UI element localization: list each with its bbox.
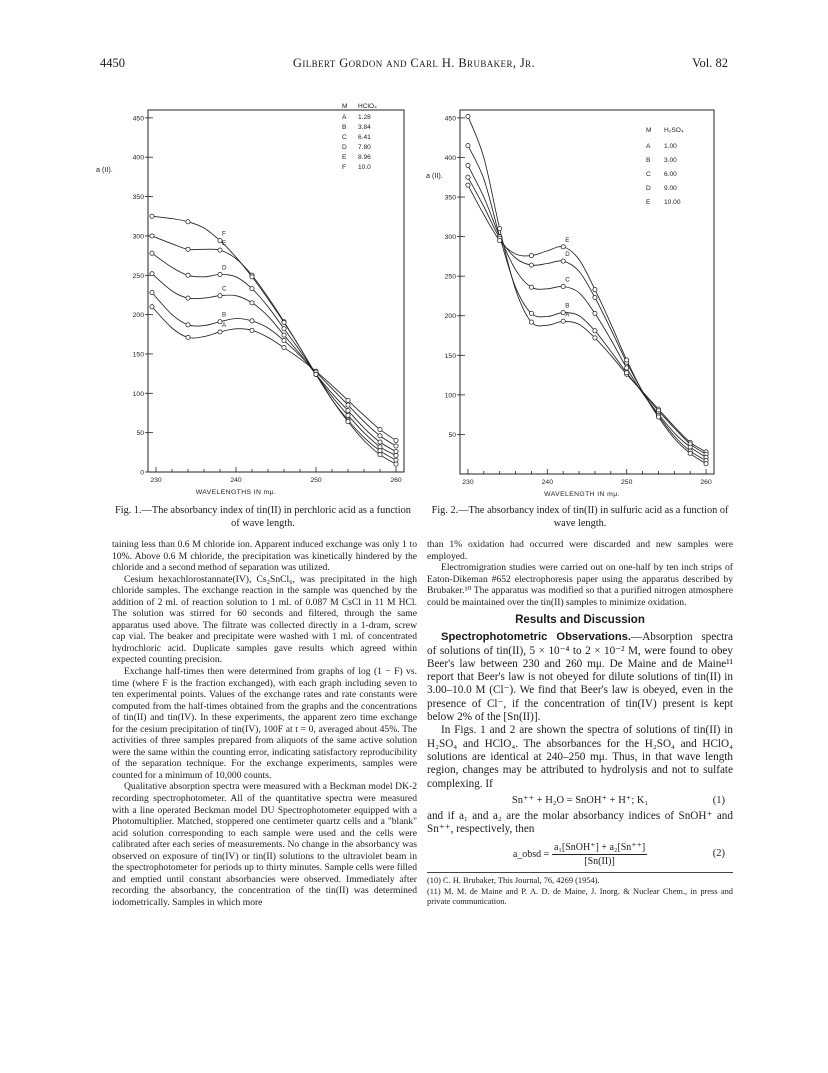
- data-point-A: [529, 320, 533, 324]
- data-point-E: [529, 254, 533, 258]
- data-point-F: [186, 220, 190, 224]
- data-point-E: [688, 451, 692, 455]
- series-label-D: D: [565, 251, 570, 259]
- series-line-C: [468, 165, 706, 457]
- fig2-xlabel: WAVELENGTH IN mμ.: [544, 491, 620, 498]
- fig2-legend-label: A: [646, 143, 651, 150]
- y-tick-label: 100: [132, 390, 144, 398]
- equation-2-fraction: [552, 841, 647, 869]
- fig1-legend-header-acid: HClO₄: [358, 103, 377, 110]
- data-point-D: [282, 327, 286, 331]
- fig2-legend-value: 10.00: [664, 199, 681, 206]
- y-tick-label: 250: [444, 273, 456, 281]
- fig2-legend-value: 9.00: [664, 185, 677, 192]
- paragraph-text: —Absorption spectra of solutions of tin(II), 5 × 10⁻⁴ to 2 × 10⁻² M, were found to obey Beer's law between 230 and 260 mμ. De Maine and de Maine¹¹ report that Beer's law is not obeyed for dilute solutions of tin(II) in 3.00–10.0 M (Cl⁻). We find that Beer's law is obeyed, even in the presence of Cl⁻, if the concentration of tin(IV) present is kept below 2% of the [Sn(II)].: [427, 631, 733, 724]
- y-tick-label: 200: [444, 313, 456, 321]
- y-tick-label: 200: [132, 312, 144, 320]
- data-point-A: [394, 438, 398, 442]
- x-tick-label: 260: [700, 479, 712, 486]
- y-tick-label: 150: [444, 352, 456, 360]
- equation-1: [427, 794, 733, 807]
- fig1-legend-value: 1.28: [358, 114, 371, 121]
- footnotes: [427, 872, 733, 908]
- paragraph: Qualitative absorption spectra were measured with a Beckman model DK-2 recording spectrophotometer. All of the quantitative spectra were measured with a line operated Beckman model DU Spectrophotometer equipped with a Photomultiplier. Matched, stoppered one centimeter quartz cells and a "blank" acid solution corresponding to each sample were used and the cells were calibrated after each series of measurements. No change in the absorbancy was observed on exposure of tin(IV) or tin(II) solutions to the ultraviolet beam in the spectrophotometer for periods up to thirty minutes. Sample cells were filled and emptied until constant absorbancies were observed. Immediately after recording the absorbancy, the concentration of the tin(II) was determined iodometrically. Samples in which more: [112, 781, 417, 908]
- paragraph: taining less than 0.6 M chloride ion. Apparent induced exchange was only 1 to 10%. Above 0.6 M chloride, the precipitation was kinetically hindered by the chloride and a second method of separation was utilized.: [112, 539, 417, 574]
- paragraph: In Figs. 1 and 2 are shown the spectra of solutions of tin(II) in H₂SO₄ and HClO₄. The absorbances for the H₂SO₄ and HClO₄ solutions are identical at 240–250 mμ. Thus, in that wave length region, changes may be attributed to hydrolysis and not to sulfate complexing. If: [427, 724, 733, 790]
- x-tick-label: 240: [230, 477, 242, 484]
- x-tick-label: 250: [621, 479, 633, 486]
- data-point-A: [346, 398, 350, 402]
- data-point-D: [593, 295, 597, 299]
- fig1-legend-label: D: [342, 144, 347, 151]
- data-point-D: [561, 259, 565, 263]
- fig1-legend-value: 8.96: [358, 154, 371, 161]
- series-label-C: C: [222, 285, 227, 293]
- fig2-ylabel: a (II).: [426, 171, 443, 180]
- data-point-C: [150, 272, 154, 276]
- fig1-legend-label: F: [342, 164, 347, 171]
- data-point-E: [498, 238, 502, 242]
- paragraph: Cesium hexachlorostannate(IV), Cs₂SnCl₆, was precipitated in the high chloride samples. The exchange reaction in the sample was quenched by the addition of 2 ml. of reaction solution to 1 ml. of 0.087 M CsCl in 11 M HCl. The solution was stirred for 60 seconds and filtered, through the same apparatus used above. The filtrate was collected directly in a 1-dram, screw cap vial. The beaker and precipitate were washed with 1 ml. of concentrated hydrochloric acid. Duplicate samples gave results which agreed within expected counting precision.: [112, 573, 417, 666]
- y-tick-label: 350: [444, 194, 456, 202]
- fig2-legend-value: 1.00: [664, 143, 677, 150]
- y-tick-label: 450: [132, 115, 144, 123]
- page-number: 4450: [100, 56, 125, 70]
- data-point-C: [250, 301, 254, 305]
- paragraph: [427, 631, 733, 724]
- fig1-xlabel: WAVELENGTHS IN mμ.: [195, 489, 277, 496]
- data-point-B: [150, 290, 154, 294]
- series-label-E: E: [565, 236, 570, 244]
- data-point-E: [561, 245, 565, 249]
- data-point-C: [282, 333, 286, 337]
- data-point-C: [346, 409, 350, 413]
- series-label-E: E: [222, 240, 227, 248]
- fig1-legend-value: 7.80: [358, 144, 371, 151]
- running-header: [100, 56, 728, 74]
- equation-1-body: Sn⁺⁺ + H₂O = SnOH⁺ + H⁺; K₁: [511, 794, 649, 806]
- data-point-D: [218, 272, 222, 276]
- fig2-legend-value: 6.00: [664, 171, 677, 178]
- data-point-F: [346, 420, 350, 424]
- data-point-B: [282, 338, 286, 342]
- data-point-C: [466, 163, 470, 167]
- equation-2-denominator: [Sn(II)]: [584, 856, 615, 868]
- fig1-legend-label: A: [342, 114, 347, 121]
- series-line-E: [152, 236, 396, 460]
- fig1-legend-label: B: [342, 124, 347, 131]
- figure-1-caption: Fig. 1.—The absorbancy index of tin(II) in perchloric acid as a function of wave length.: [115, 505, 411, 529]
- data-point-E: [656, 415, 660, 419]
- data-point-E: [625, 358, 629, 362]
- data-point-E: [218, 248, 222, 252]
- data-point-F: [394, 462, 398, 466]
- fig1-legend: [342, 103, 377, 171]
- fig2-legend-label: C: [646, 171, 651, 178]
- paragraph: and if a₁ and a₂ are the molar absorbancy indices of SnOH⁺ and Sn⁺⁺, respectively, then: [427, 810, 733, 836]
- series-line-F: [152, 216, 396, 464]
- fig2-legend-value: 3.00: [664, 157, 677, 164]
- y-tick-label: 450: [444, 115, 456, 123]
- fig2-legend-header-acid: H₂SO₄: [664, 127, 684, 134]
- y-tick-label: 250: [132, 272, 144, 280]
- data-point-B: [250, 319, 254, 323]
- data-point-C: [186, 296, 190, 300]
- series-label-C: C: [565, 276, 570, 284]
- footnote-11: (11) M. M. de Maine and P. A. D. de Maine, J. Inorg. & Nuclear Chem., in press and private communication.: [427, 886, 733, 907]
- data-point-E: [466, 183, 470, 187]
- data-point-F: [314, 372, 318, 376]
- data-point-C: [529, 285, 533, 289]
- y-tick-label: 300: [132, 233, 144, 241]
- data-point-E: [704, 462, 708, 466]
- data-point-A: [466, 114, 470, 118]
- data-point-F: [150, 214, 154, 218]
- data-point-A: [250, 328, 254, 332]
- paragraph: than 1% oxidation had occurred were discarded and new samples were employed.: [427, 539, 733, 562]
- figure-2-caption: Fig. 2.—The absorbancy index of tin(II) in sulfuric acid as a function of wave length.: [431, 505, 729, 529]
- y-tick-label: 0: [140, 469, 144, 477]
- data-point-C: [378, 440, 382, 444]
- data-point-B: [186, 323, 190, 327]
- data-point-D: [394, 453, 398, 457]
- data-point-C: [688, 445, 692, 449]
- data-point-D: [529, 263, 533, 267]
- runin-heading: Spectrophotometric Observations.: [441, 631, 631, 644]
- y-tick-label: 300: [444, 234, 456, 242]
- left-text-column: [112, 539, 417, 909]
- data-point-A: [378, 427, 382, 431]
- x-tick-label: 230: [150, 477, 162, 484]
- fig1-legend-header-m: M: [342, 103, 348, 110]
- fig1-legend-value: 10.0: [358, 164, 371, 171]
- series-label-B: B: [565, 302, 570, 310]
- data-point-C: [593, 311, 597, 315]
- data-point-B: [394, 444, 398, 448]
- fig2-legend-header-m: M: [646, 127, 652, 134]
- x-tick-label: 250: [310, 477, 322, 484]
- fig1-legend-label: C: [342, 134, 347, 141]
- fig2-legend-label: D: [646, 185, 651, 192]
- running-title: Gilbert Gordon and Carl H. Brubaker, Jr.: [292, 56, 536, 70]
- data-point-A: [561, 319, 565, 323]
- data-point-A: [282, 346, 286, 350]
- y-tick-label: 400: [444, 154, 456, 162]
- fig2-legend-label: B: [646, 157, 651, 164]
- x-tick-label: 240: [541, 479, 553, 486]
- data-point-C: [218, 294, 222, 298]
- fig1-legend-value: 6.41: [358, 134, 371, 141]
- data-point-C: [561, 284, 565, 288]
- data-point-B: [529, 311, 533, 315]
- data-point-A: [218, 330, 222, 334]
- data-point-E: [593, 288, 597, 292]
- series-label-F: F: [222, 230, 226, 238]
- data-point-B: [346, 403, 350, 407]
- fig1-ylabel: a (II).: [96, 165, 113, 174]
- y-tick-label: 100: [444, 392, 456, 400]
- plot-frame: [460, 110, 714, 474]
- data-point-C: [625, 366, 629, 370]
- data-point-D: [466, 175, 470, 179]
- equation-1-number: (1): [712, 794, 725, 806]
- data-point-D: [150, 251, 154, 255]
- data-point-D: [346, 413, 350, 417]
- right-text-column: [427, 539, 733, 908]
- y-tick-label: 350: [132, 194, 144, 202]
- data-point-D: [250, 287, 254, 291]
- data-point-F: [250, 275, 254, 279]
- equation-2-number: (2): [712, 847, 725, 859]
- data-point-E: [186, 247, 190, 251]
- figure-2-chart: [426, 96, 732, 508]
- data-point-D: [186, 273, 190, 277]
- paragraph: Electromigration studies were carried out on one-half by ten inch strips of Eaton-Dikeman #652 electrophoresis paper using the apparatus described by Brubaker.¹⁰ The apparatus was modified so that a purified nitrogen atmosphere could be maintained over the tin(II) samples to minimize oxidation.: [427, 562, 733, 608]
- data-point-F: [282, 320, 286, 324]
- y-tick-label: 150: [132, 351, 144, 359]
- section-heading: Results and Discussion: [515, 614, 645, 626]
- series-label-A: A: [565, 311, 570, 319]
- equation-2-lhs: a_obsd =: [512, 848, 550, 860]
- data-point-F: [378, 453, 382, 457]
- figure-1-chart: [96, 96, 422, 508]
- series-label-B: B: [222, 311, 227, 319]
- data-point-A: [593, 336, 597, 340]
- fig1-legend-label: E: [342, 154, 347, 161]
- paragraph: Exchange half-times then were determined from graphs of log (1 − F) vs. time (where F is the fraction exchanged), with each graph including seven to ten experimental points. Values of the exchange rates and rate constants were computed from the half-times obtained from the graphs and the concentrations of tin(II) and tin(IV). In these experiments, the apparent zero time exchange for the cesium precipitation of tin(IV), 100F at t = 0, averaged about 45%. The activities of three samples prepared from aliquots of the same active solution were the same within the counting error, indicating satisfactory reproducibility of the separation technique. For the exchange experiments, samples were counted for a minimum of 10,000 counts.: [112, 666, 417, 781]
- data-point-B: [593, 329, 597, 333]
- x-tick-label: 260: [390, 477, 402, 484]
- footnote-10: (10) C. H. Brubaker, This Journal, 76, 4269 (1954).: [427, 876, 600, 886]
- series-label-D: D: [222, 264, 227, 272]
- fig1-legend-value: 3.84: [358, 124, 371, 131]
- fig2-legend: [646, 127, 684, 206]
- data-point-B: [378, 434, 382, 438]
- fig2-legend-label: E: [646, 199, 651, 206]
- volume-number: Vol. 82: [692, 56, 728, 70]
- equation-2: [427, 841, 733, 869]
- y-tick-label: 400: [132, 154, 144, 162]
- series-label-A: A: [222, 321, 227, 329]
- y-tick-label: 50: [448, 431, 456, 439]
- data-point-A: [498, 227, 502, 231]
- data-point-B: [466, 144, 470, 148]
- data-point-B: [625, 371, 629, 375]
- data-point-A: [150, 305, 154, 309]
- y-tick-label: 50: [136, 430, 144, 438]
- series-line-D: [152, 253, 396, 455]
- x-tick-label: 230: [462, 479, 474, 486]
- equation-2-numerator: a₁[SnOH⁺] + a₂[Sn⁺⁺]: [552, 841, 647, 855]
- series-line-D: [468, 177, 706, 460]
- data-point-A: [186, 335, 190, 339]
- data-point-E: [150, 234, 154, 238]
